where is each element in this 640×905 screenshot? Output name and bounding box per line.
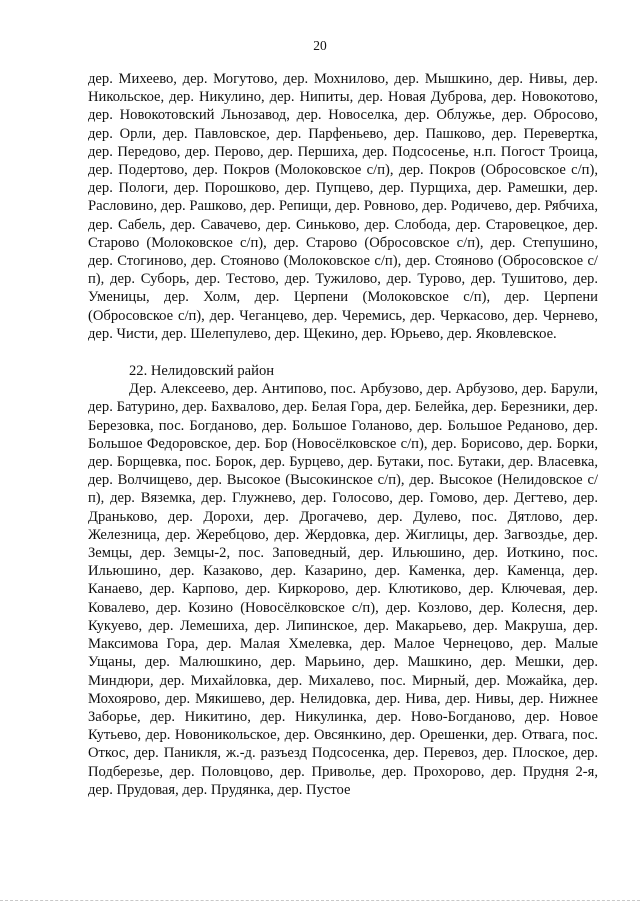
document-body <box>88 70 598 799</box>
settlement-list-paragraph: дер. Михеево, дер. Могутово, дер. Мохнилово, дер. Мышкино, дер. Нивы, дер. Никольское, дер. Никулино, дер. Нипиты, дер. Новая Дуброва, дер. Новокотово, дер. Новокотовский Льнозавод, дер. Новоселка, дер. Облужье, дер. Обросово, дер. Орли, дер. Павловское, дер. Парфеньево, дер. Пашково, дер. Перевертка, дер. Передово, дер. Перово, дер. Першиха, дер. Подсосенье, н.п. Погост Троица, дер. Подертово, дер. Покров (Молоковское с/п), дер. Покров (Обросовское с/п), дер. Пологи, дер. Порошково, дер. Пупцево, дер. Пурщиха, дер. Рамешки, дер. Расловино, дер. Рашково, дер. Репищи, дер. Ровново, дер. Родичево, дер. Рябчиха, дер. Сабель, дер. Савачево, дер. Синьково, дер. Слобода, дер. Старовецкое, дер. Старово (Молоковское с/п), дер. Старово (Обросовское с/п), дер. Степушино, дер. Стогиново, дер. Стояново (Молоковское с/п), дер. Стояново (Обросовское с/п), дер. Суборь, дер. Тестово, дер. Тужилово, дер. Турово, дер. Тушитово, дер. Уменицы, дер. Холм, дер. Церпени (Молоковское с/п), дер. Церпени (Обросовское с/п), дер. Чеганцево, дер. Черемись, дер. Черкасово, дер. Чернево, дер. Чисти, дер. Шелепулево, дер. Щекино, дер. Юрьево, дер. Яковлевское. <box>88 71 598 342</box>
page-number: 20 <box>313 38 327 53</box>
scan-edge-line <box>0 900 640 902</box>
section-heading: 22. Нелидовский район <box>129 363 275 380</box>
section-settlement-list: Дер. Алексеево, дер. Антипово, пос. Арбузово, дер. Арбузово, дер. Барули, дер. Батурино, дер. Бахвалово, дер. Белая Гора, дер. Белейка, дер. Березники, дер. Березовка, пос. Богданово, дер. Большое Голаново, дер. Большое Реданово, дер. Большое Федоровское, дер. Бор (Новосёлковское с/п), дер. Борисово, дер. Борки, дер. Борщевка, пос. Борок, дер. Бурцево, дер. Бутаки, пос. Бутаки, дер. Власевка, дер. Волчищево, дер. Высокое (Высокинское с/п), дер. Высокое (Нелидовское с/п), дер. Вяземка, дер. Глужнево, дер. Голосово, дер. Гомово, дер. Дегтево, дер. Драньково, дер. Дорохи, дер. Дрогачево, дер. Дулево, пос. Дятлово, дер. Железница, дер. Жеребцово, дер. Жердовка, дер. Жиглицы, дер. Загвоздье, дер. Земцы, дер. Земцы-2, пос. Заповедный, дер. Ильюшино, дер. Иоткино, пос. Ильюшино, дер. Казаково, дер. Казарино, дер. Каменка, дер. Каменца, дер. Канаево, дер. Карпово, дер. Киркорово, дер. Клютиково, дер. Ключевая, дер. Ковалево, дер. Козино (Новосёлковское с/п), дер. Козлово, дер. Колесня, дер. Кукуево, дер. Лемешиха, дер. Липинское, дер. Макарьево, дер. Макруша, дер. Максимова Гора, дер. Малая Хмелевка, дер. Малое Чернецово, дер. Малые Ущаны, дер. Малюшкино, дер. Марьино, дер. Машкино, дер. Мешки, дер. Миндюри, дер. Михайловка, дер. Михалево, пос. Мирный, дер. Можайка, дер. Мохоярово, дер. Мякишево, дер. Нелидовка, дер. Нива, дер. Нивы, дер. Нижнее Заборье, дер. Никитино, дер. Никулинка, дер. Ново-Богданово, дер. Новое Кутьево, дер. Новоникольское, дер. Овсянкино, дер. Орешенки, дер. Отвага, пос. Откос, дер. Паникля, ж.-д. разъезд Подсосенка, дер. Перевоз, дер. Плоское, дер. Подберезье, дер. Половцово, дер. Приволье, дер. Прохорово, дер. Прудня 2-я, дер. Прудовая, дер. Прудянка, дер. Пустое <box>88 381 598 798</box>
